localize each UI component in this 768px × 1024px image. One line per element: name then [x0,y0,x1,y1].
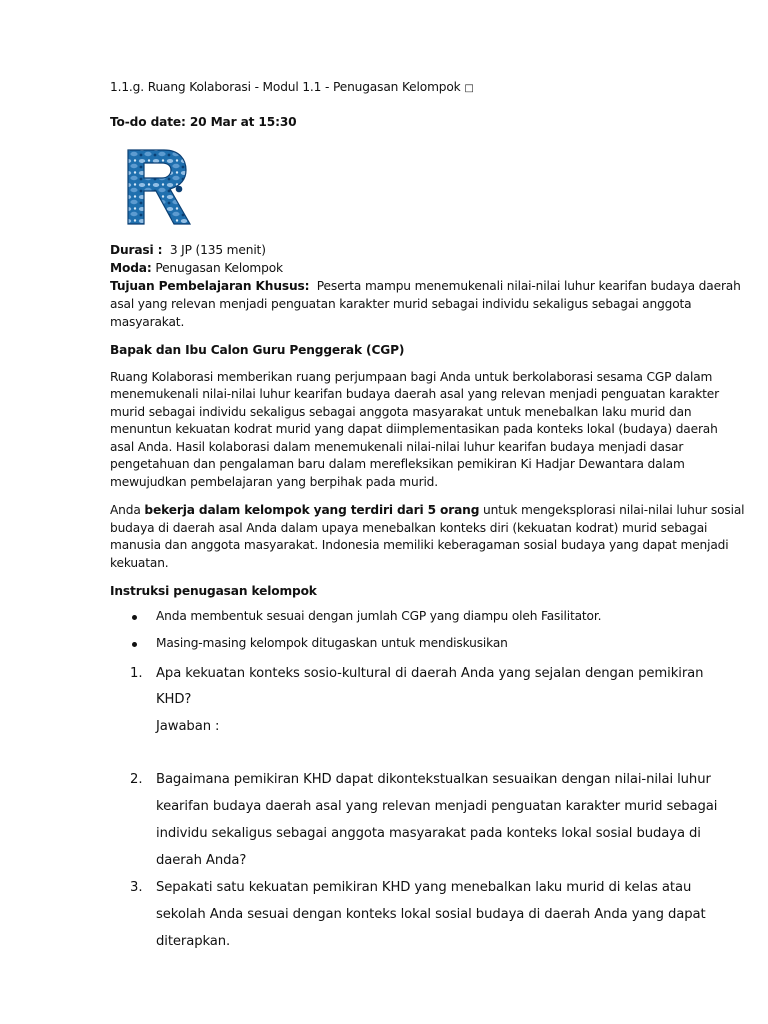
answer-label: Jawaban : [156,719,220,734]
question-line: individu sekaligus sebagai anggota masyarakat pada konteks lokal sosial budaya di [156,826,701,841]
moda-line [110,260,283,278]
durasi-label: Durasi : [110,243,163,257]
group-line-1 [110,502,744,520]
question-line: kearifan budaya daerah asal yang relevan menjadi penguatan karakter murid sebagai [156,799,718,814]
moda-value: Penugasan Kelompok [155,261,283,275]
question-line: sekolah Anda sesuai dengan konteks lokal sosial budaya di daerah Anda yang dapat [156,907,706,922]
durasi-line [110,242,266,260]
tujuan-line-1 [110,278,741,296]
item-number: 3. [130,880,143,895]
tujuan-line-3: masyarakat. [110,315,185,329]
group-prefix: Anda [110,503,141,517]
moda-label: Moda: [110,261,152,275]
todo-value: 20 Mar at 15:30 [189,115,297,129]
bullet-icon [132,615,137,620]
intro-line: Ruang Kolaborasi memberikan ruang perjumpaan bagi Anda untuk berkolaborasi sesama CGP dalam [110,370,713,384]
intro-line: asal Anda. Hasil kolaborasi dalam menemukenali nilai-nilai luhur kearifan budaya menjadi dasar [110,440,684,454]
group-rest: untuk mengeksplorasi nilai-nilai luhur sosial [483,503,745,517]
question-line: diterapkan. [156,934,231,949]
group-line: kekuatan. [110,556,169,570]
greeting-heading: Bapak dan Ibu Calon Guru Penggerak (CGP) [110,343,405,357]
todo-label: To-do date: [110,115,186,129]
question-line: Sepakati satu kekuatan pemikiran KHD yang menebalkan laku murid di kelas atau [156,880,692,895]
item-number: 2. [130,772,143,787]
instructions-heading: Instruksi penugasan kelompok [110,584,317,598]
tujuan-line-2: asal yang relevan menjadi penguatan karakter murid sebagai individu sekaligus sebagai anggota [110,297,692,311]
intro-line: menuntun kekuatan kodrat murid yang dapat diimplementasikan pada konteks lokal (budaya) daerah [110,422,718,436]
group-bold-text: bekerja dalam kelompok yang terdiri dari 5 orang [144,503,480,517]
tujuan-text: Peserta mampu menemukenali nilai-nilai luhur kearifan budaya daerah [316,279,741,293]
intro-line: menemukenali nilai-nilai luhur kearifan budaya daerah asal yang relevan menjadi penguatan karakter [110,387,719,401]
todo-date [110,114,296,132]
intro-line: murid sebagai individu sekaligus sebagai anggota masyarakat untuk menebalkan laku murid dan [110,405,692,419]
r-logo-icon [124,146,194,228]
question-line: daerah Anda? [156,853,247,868]
bullet-item: Anda membentuk sesuai dengan jumlah CGP yang diampu oleh Fasilitator. [156,609,602,623]
item-number: 1. [130,666,143,681]
tujuan-label: Tujuan Pembelajaran Khusus: [110,279,310,293]
title-text: 1.1.g. Ruang Kolaborasi - Modul 1.1 - Penugasan Kelompok [110,80,461,94]
missing-glyph-icon: □ [464,83,474,94]
bullet-icon [132,642,137,647]
question-line: Bagaimana pemikiran KHD dapat dikontekstualkan sesuaikan dengan nilai-nilai luhur [156,772,711,787]
group-line: manusia dan anggota masyarakat. Indonesia memiliki keberagaman sosial budaya yang dapat menjadi [110,538,729,552]
bullet-item: Masing-masing kelompok ditugaskan untuk mendiskusikan [156,636,508,650]
intro-line: pengetahuan dan pengalaman baru dalam merefleksikan pemikiran Ki Hadjar Dewantara dalam [110,457,685,471]
durasi-value: 3 JP (135 menit) [169,243,266,257]
intro-line: mewujudkan pembelajaran yang berpihak pada murid. [110,475,438,489]
question-line: Apa kekuatan konteks sosio-kultural di daerah Anda yang sejalan dengan pemikiran [156,666,704,681]
document-title [110,79,474,98]
question-line: KHD? [156,692,192,707]
group-line: budaya di daerah asal Anda dalam upaya menebalkan konteks diri (kekuatan kodrat) murid sebagai [110,521,708,535]
